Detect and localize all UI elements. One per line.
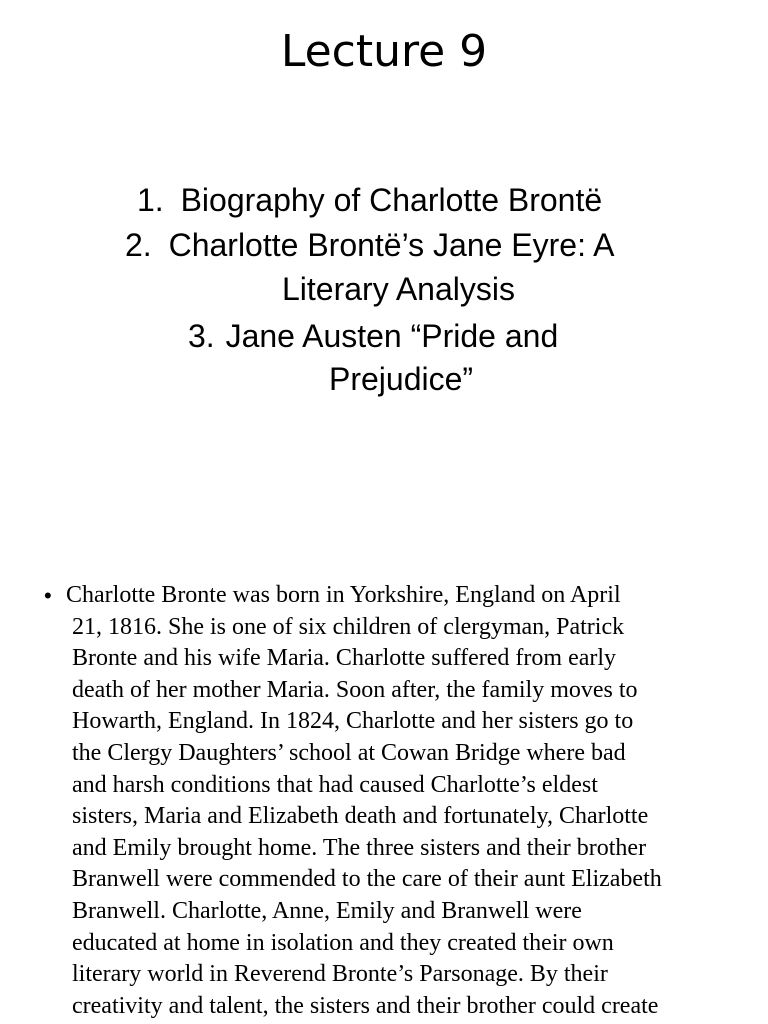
agenda-number: 1. [137,182,164,218]
slide-title: Lecture 9 [280,26,488,77]
paragraph-line: Bronte and his wife Maria. Charlotte suffered from early [72,645,617,672]
agenda-item-3 [188,314,558,358]
paragraph-line: educated at home in isolation and they created their own [72,929,614,956]
paragraph-line: and Emily brought home. The three sisters and their brother [72,834,647,861]
agenda-item-2 [125,223,614,267]
agenda-text: Charlotte Brontë’s Jane Eyre: A [168,227,615,263]
paragraph-line: and harsh conditions that had caused Charlotte’s eldest [72,771,598,798]
paragraph-line: Charlotte Bronte was born in Yorkshire, England on April [66,582,621,608]
paragraph-line: sisters, Maria and Elizabeth death and fortunately, Charlotte [72,803,649,830]
paragraph-line: literary world in Reverend Bronte’s Parsonage. By their [72,961,608,988]
biography-paragraph [66,580,732,1022]
agenda-item-1 [137,178,602,222]
paragraph-line: 21, 1816. She is one of six children of clergyman, Patrick [72,613,625,640]
agenda-item-2-continued: Literary Analysis [282,271,515,307]
agenda-number: 3. [188,318,215,354]
paragraph-line: the Clergy Daughters’ school at Cowan Bridge where bad [72,739,626,766]
paragraph-line: Branwell. Charlotte, Anne, Emily and Branwell were [72,897,582,924]
agenda-number: 2. [125,227,152,263]
agenda-text: Biography of Charlotte Brontë [180,182,603,218]
bullet-icon: • [44,583,52,608]
agenda-item-3-continued: Prejudice” [329,361,474,397]
paragraph-line: Howarth, England. In 1824, Charlotte and her sisters go to [72,708,634,735]
paragraph-line: creativity and talent, the sisters and their brother could create [72,992,659,1019]
paragraph-line: Branwell were commended to the care of their aunt Elizabeth [72,866,662,893]
agenda-text: Jane Austen “Pride and [225,318,559,354]
paragraph-line: death of her mother Maria. Soon after, the family moves to [72,676,638,703]
